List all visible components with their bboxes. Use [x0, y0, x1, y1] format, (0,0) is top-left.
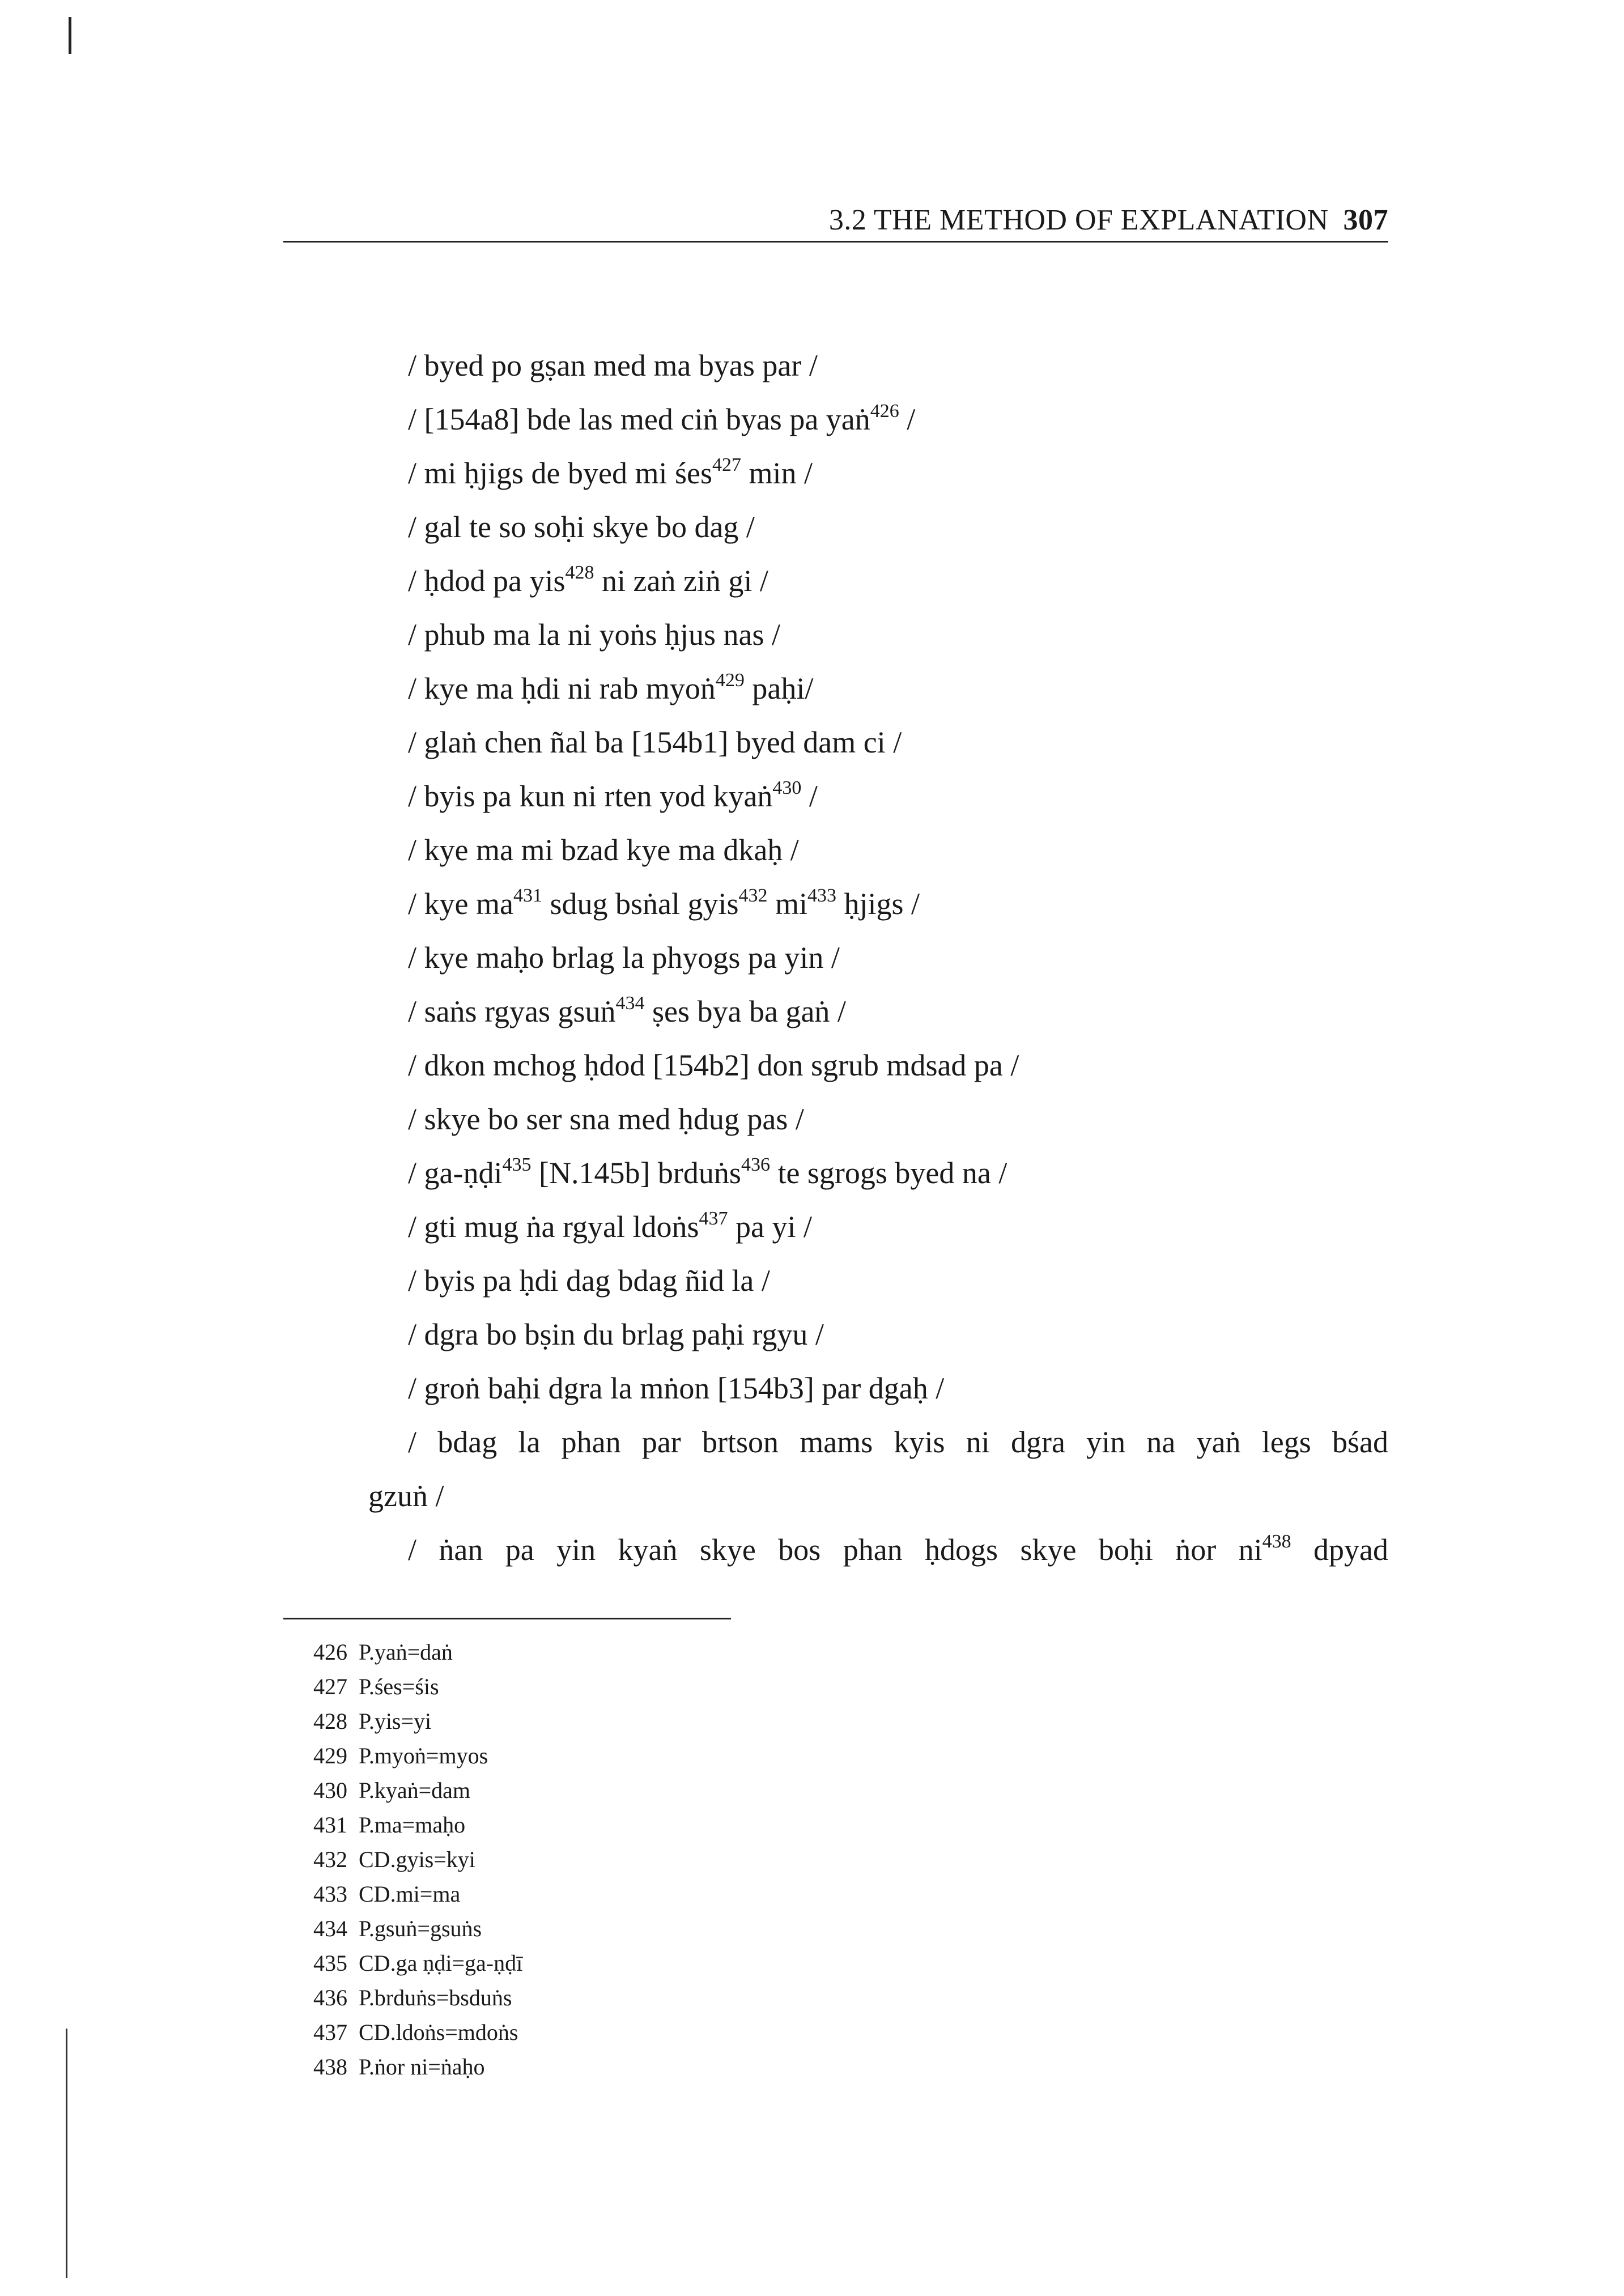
verse-text-run: / ḥdod pa yis — [408, 564, 566, 598]
verse-line — [408, 1362, 1388, 1415]
footnote-number: 434 — [313, 1916, 347, 1941]
verse-text-run: / gti mug ṅa rgyal ldoṅs — [408, 1210, 699, 1244]
footnote-text: P.ma=maḥo — [359, 1812, 466, 1838]
verse-line — [408, 931, 1388, 985]
verse-line — [408, 823, 1388, 877]
verse-line — [408, 769, 1388, 823]
footnote-ref: 427 — [712, 454, 741, 475]
footnote-ref: 434 — [615, 993, 645, 1014]
verse-text-run: / gal te so soḥi skye bo dag / — [408, 510, 755, 544]
verse-text-run: gzuṅ / — [368, 1479, 444, 1513]
footnote-ref: 429 — [715, 670, 745, 691]
footnote-text: P.yaṅ=daṅ — [359, 1639, 453, 1665]
verse-line — [408, 1092, 1388, 1146]
verse-line — [408, 985, 1388, 1039]
footnote-text: CD.mi=ma — [359, 1881, 461, 1907]
footnote-number: 431 — [313, 1812, 347, 1838]
footnote-number: 436 — [313, 1985, 347, 2010]
verse-text-run: / dgra bo bṣin du brlag paḥi rgyu / — [408, 1317, 824, 1351]
verse-text-run: pa yi / — [728, 1210, 812, 1244]
footnote-rule — [283, 1618, 731, 1619]
footnote — [313, 1877, 1163, 1911]
footnote-text: P.śes=śis — [359, 1674, 439, 1699]
verse-text-run: / ṅan pa yin kyaṅ skye bos phan ḥdogs skye boḥi ṅor ni — [408, 1533, 1262, 1567]
verse-text-run: / byis pa ḥdi dag bdag ñid la / — [408, 1264, 770, 1298]
running-head-text — [829, 203, 1388, 237]
footnote-ref: 426 — [870, 401, 899, 422]
verse-text-run: / kye ma ḥdi ni rab myoṅ — [408, 671, 716, 705]
footnote-number: 432 — [313, 1847, 347, 1872]
verse-text-run: / — [899, 402, 916, 436]
footnote-number: 435 — [313, 1950, 347, 1976]
footnote-number: 433 — [313, 1881, 347, 1907]
verse-text-run: / bdag la phan par brtson mams kyis ni dgra yin na yaṅ legs bśad — [408, 1425, 1388, 1459]
verse-text-run: ni zaṅ ziṅ gi / — [594, 564, 768, 598]
verse-text-run: / mi ḥjigs de byed mi śes — [408, 456, 712, 490]
verse-line — [408, 447, 1388, 500]
footnote-ref: 433 — [807, 885, 836, 906]
verse-line — [408, 339, 1388, 393]
verse-text-run: / — [801, 779, 818, 813]
footnote — [313, 1808, 1163, 1842]
verse-text-run: / kye maḥo brlag la phyogs pa yin / — [408, 941, 840, 975]
running-head-rule — [283, 241, 1388, 243]
footnote — [313, 1704, 1163, 1738]
verse-text-run: / byis pa kun ni rten yod kyaṅ — [408, 779, 773, 813]
footnote-number: 429 — [313, 1743, 347, 1768]
footnote — [313, 1635, 1163, 1669]
footnote-ref: 432 — [738, 885, 768, 906]
footnote-text: P.myoṅ=myos — [359, 1743, 488, 1768]
footnote — [313, 1911, 1163, 1946]
verse-text-run: ḥjigs / — [836, 887, 920, 921]
verse-line — [408, 1254, 1388, 1308]
verse-line — [408, 500, 1388, 554]
verse-text-run: / kye ma — [408, 887, 513, 921]
footnote — [313, 1842, 1163, 1877]
verse-line — [368, 1469, 1388, 1523]
footnote-number: 426 — [313, 1639, 347, 1665]
footnote — [313, 1946, 1163, 1980]
footnote-ref: 430 — [772, 777, 802, 798]
verse-text-run: / dkon mchog ḥdod [154b2] don sgrub mdsad pa / — [408, 1048, 1019, 1082]
footnote-text: CD.ga ṇḍi=ga-ṇḍī — [359, 1950, 523, 1976]
verse-text-run: / ga-ṇḍi — [408, 1156, 503, 1190]
footnote-text: P.kyaṅ=dam — [359, 1778, 470, 1803]
footnote-number: 430 — [313, 1778, 347, 1803]
footnote-number: 437 — [313, 2019, 347, 2045]
verse-text-run: te sgrogs byed na / — [770, 1156, 1007, 1190]
verse-text-run: / groṅ baḥi dgra la mṅon [154b3] par dgaḥ / — [408, 1371, 945, 1405]
footnote-number: 428 — [313, 1708, 347, 1734]
footnote-text: P.brduṅs=bsduṅs — [359, 1985, 512, 2010]
footnote-text: CD.gyis=kyi — [359, 1847, 475, 1872]
verse-text-run: paḥi/ — [744, 671, 814, 705]
footnote — [313, 1669, 1163, 1704]
running-head-title: 3.2 THE METHOD OF EXPLANATION — [828, 204, 1329, 236]
verse-line — [408, 608, 1388, 662]
footnote-ref: 436 — [741, 1154, 770, 1175]
footnote — [313, 1773, 1163, 1808]
footnote — [313, 1980, 1163, 2015]
verse-line — [408, 1146, 1388, 1200]
verse-text-run: [N.145b] brduṅs — [531, 1156, 741, 1190]
footnote — [313, 1738, 1163, 1773]
verse-line — [408, 662, 1388, 716]
footnotes — [313, 1635, 1163, 2084]
footnote-number: 438 — [313, 2054, 347, 2080]
verse-text-run: dpyad — [1291, 1533, 1389, 1567]
binding-edge-line — [66, 2029, 67, 2278]
verse-line — [408, 1039, 1388, 1092]
footnote-text: P.yis=yi — [359, 1708, 432, 1734]
verse-line — [408, 1308, 1388, 1362]
footnote-text: P.gsuṅ=gsuṅs — [359, 1916, 482, 1941]
footnote-number: 427 — [313, 1674, 347, 1699]
verse-line — [408, 393, 1388, 447]
verse-text-run: ṣes bya ba gaṅ / — [644, 994, 846, 1028]
verse-text-run: / saṅs rgyas gsuṅ — [408, 994, 616, 1028]
footnote-text: P.ṅor ni=ṅaḥo — [359, 2054, 485, 2080]
footnote-ref: 437 — [699, 1208, 728, 1229]
verse-line — [408, 1200, 1388, 1254]
verse-text-run: / kye ma mi bzad kye ma dkaḥ / — [408, 833, 799, 867]
footnote — [313, 2050, 1163, 2084]
page-number: 307 — [1343, 204, 1388, 236]
binding-edge-mark — [69, 17, 71, 54]
footnote-ref: 435 — [502, 1154, 532, 1175]
footnote-ref: 431 — [513, 885, 542, 906]
verse-text — [368, 339, 1389, 1577]
verse-line — [408, 877, 1388, 931]
verse-text-run: / [154a8] bde las med ciṅ byas pa yaṅ — [408, 402, 870, 436]
verse-text-run: / byed po gṣan med ma byas par / — [408, 348, 818, 382]
verse-line — [408, 554, 1388, 608]
verse-line — [408, 1415, 1388, 1469]
verse-text-run: mi — [767, 887, 807, 921]
footnote-ref: 428 — [565, 562, 594, 583]
footnote-text: CD.ldoṅs=mdoṅs — [359, 2019, 518, 2045]
verse-line — [408, 1523, 1388, 1577]
verse-text-run: sdug bsṅal gyis — [542, 887, 739, 921]
verse-text-run: / phub ma la ni yoṅs ḥjus nas / — [408, 618, 780, 652]
verse-text-run: min / — [741, 456, 813, 490]
running-head — [283, 204, 1388, 243]
verse-line — [408, 716, 1388, 769]
verse-text-run: / glaṅ chen ñal ba [154b1] byed dam ci / — [408, 725, 902, 759]
footnote — [313, 2015, 1163, 2050]
footnote-ref: 438 — [1262, 1531, 1291, 1552]
verse-text-run: / skye bo ser sna med ḥdug pas / — [408, 1102, 804, 1136]
